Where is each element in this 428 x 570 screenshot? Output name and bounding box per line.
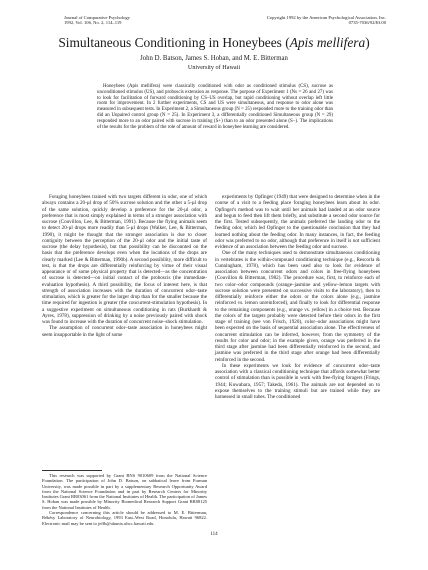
footnote-divider bbox=[42, 470, 102, 471]
title-species: Apis mellifera bbox=[289, 35, 366, 50]
title-close: ) bbox=[365, 35, 370, 50]
article-title bbox=[40, 35, 388, 50]
affiliation: University of Hawaii bbox=[187, 64, 241, 71]
abstract: Honeybees (Apis mellifera) were classically conditioned with odor as conditioned stimulus (CS), sucrose as unconditioned stimulus (US), and proboscis extension as response. The purpose of Experiment 1 (Ns = 26 and 27) was to look for facilitation of forward conditioning by CS–US overlap, but rapid conditioning without overlap left little room for improvement. In 2 further experiments, CS and US were simultaneous, and response to odor alone was measured in subsequent tests. In Experiment 2, a Simultaneous group (N = 25) responded more to the training odor than did an Unpaired control group (N = 25). In Experiment 3, a differentially conditioned Simultaneous group (N = 29) responded more to an odor paired with sucrose in training (S+) than to an odor presented alone (S−). The implications of the results for the problem of the role of amount of reward in honeybee learning are considered. bbox=[97, 84, 333, 130]
page-number: 114 bbox=[210, 532, 218, 537]
journal-volume: 1992, Vol. 106, No. 2, 114–119 bbox=[64, 20, 122, 26]
correspondence-note: Correspondence concerning this article should be addressed to M. E. Bitterman, Békésy Laboratory of Neurobiology, 1993 East–West Road, Honolulu, Hawaii 96822. Electronic mail may be sent to jeffb@uhunix.uhcc.hawaii.edu. bbox=[42, 510, 207, 526]
copyright-line: Copyright 1992 by the American Psychological Association, Inc. bbox=[266, 15, 386, 20]
funding-note: This research was supported by Grant BNS 9010609 from the National Science Foundation. The participation of John D. Batson, on sabbatical leave from Furman University, was made possible in part by a supplementary Research Opportunity Award from the National Science Foundation and in part by Research Centers for Minority Institutes Grant RR03061 from the National Institutes of Health. The participation of James S. Hoban was made possible by Minority Biomedical Research Support Grant RR08125 from the National Institutes of Health. bbox=[42, 473, 208, 510]
body-paragraph: One of the many techniques used to demonstrate simultaneous conditioning in vertebrates is the within-compound conditioning technique (e.g., Rescorla & Cunningham, 1978), which has been used also to look for evidence of association between concurrent odors and colors in free-flying honeybees (Couvillon & Bitterman, 1982). The procedure was, first, to reinforce each of two color–odor compounds (orange–jasmine and yellow–lemon targets with sucrose solution were presented on successive visits to the laboratory), then to differentially reinforce either the odors or the colors alone (e.g., jasmine reinforced vs. lemon unreinforced), and finally to look for differential response to the remaining components (e.g., orange vs. yellow) in a choice test. Because the colors of the targets probably were detected before their odors in the first stage of training (see von Frisch, 1920), color–odor associations might have been expected on the basis of sequential association alone. The effectiveness of concurrent stimulation can be inferred, however, from the symmetry of the results for color and odor; in the example given, orange was preferred in the third stage after jasmine had been differentially reinforced in the second, and jasmine was preferred in the third stage after orange had been differentially reinforced in the second. bbox=[215, 250, 380, 363]
journal-citation bbox=[64, 15, 184, 26]
price-code: 0735-7036/92/$3.00 bbox=[348, 20, 386, 26]
body-paragraph: experiments by Opfinger (1949) that were designed to determine when in the course of a visit to a feeding place foraging honeybees learn about its odor. Opfinger's method was to wait until her animals had landed at an odor source and begun to feed then lift them briefly, and substitute a second odor source for the first. Tested subsequently, the animals preferred the landing odor to the feeding odor, which led Opfinger to the questionable conclusion that they had learned nothing about the feeding odor. In many instances, in fact, the feeding odor was preferred to no odor, although that preference in itself is not sufficient evidence of an association between the feeding odor and sucrose. bbox=[215, 194, 380, 250]
author-list: John D. Batson, James S. Hoban, and M. E. Bitterman bbox=[140, 55, 288, 62]
body-paragraph: In these experiments we look for evidence of concurrent odor–taste association with a classical conditioning technique that affords somewhat better control of stimulation than is possible in work with free-flying foragers (Frings, 1944; Kuwabara, 1957; Takeda, 1961). The animals are not depended on to expose themselves to the training stimuli but are trained while they are harnessed in small tubes. The conditioned bbox=[215, 362, 380, 400]
author-note bbox=[42, 473, 207, 526]
body-paragraph: The assumption of concurrent odor–taste association in honeybees might seem insupportable in the light of some bbox=[42, 325, 207, 338]
left-column bbox=[42, 194, 207, 338]
body-paragraph: Foraging honeybees trained with two targets different in odor, one of which always contains a 20-µl drop of 50% sucrose solution and the other a 5-µl drop of the same solution, quickly develop a preference for the 20-µl odor, a preference that is most simply explained in terms of a stronger association with sucrose (Couvillon, Lee, & Bitterman, 1991). Because the flying animals seem to detect 20-µl drops more readily than 5-µl drops (Walker, Lee, & Bitterman, 1990), it might be thought that the stronger association is due to closer contiguity between the perception of the 20-µl odor and the initial taste of sucrose (the delay hypothesis), but that possibility can be discounted on the basis that the preference develops even when the locations of the drops are clearly marked (Lee & Bitterman, 1990b). A second possibility, more difficult to test, is that the drops are differentially reinforcing by virtue of their visual appearance or of some physical property that is detected—as the concentration of sucrose is detected—on initial contact of the proboscis (the immediate-evaluation hypothesis). A third possibility, the focus of interest here, is that strength of association increases with the duration of concurrent odor–taste stimulation, which is greater for the larger drop than for the smaller because the time required for ingestion is greater (the concurrent-stimulation hypothesis). In a suggestive experiment on simultaneous conditioning in rats (Burkhardt & Ayres, 1978), suppression of drinking by a noise previously paired with shock was found to increase with the duration of concurrent noise–shock stimulation. bbox=[42, 194, 207, 325]
journal-name: Journal of Comparative Psychology bbox=[64, 15, 130, 20]
copyright-notice bbox=[186, 15, 386, 26]
title-text: Simultaneous Conditioning in Honeybees ( bbox=[58, 35, 290, 50]
right-column bbox=[215, 194, 380, 400]
